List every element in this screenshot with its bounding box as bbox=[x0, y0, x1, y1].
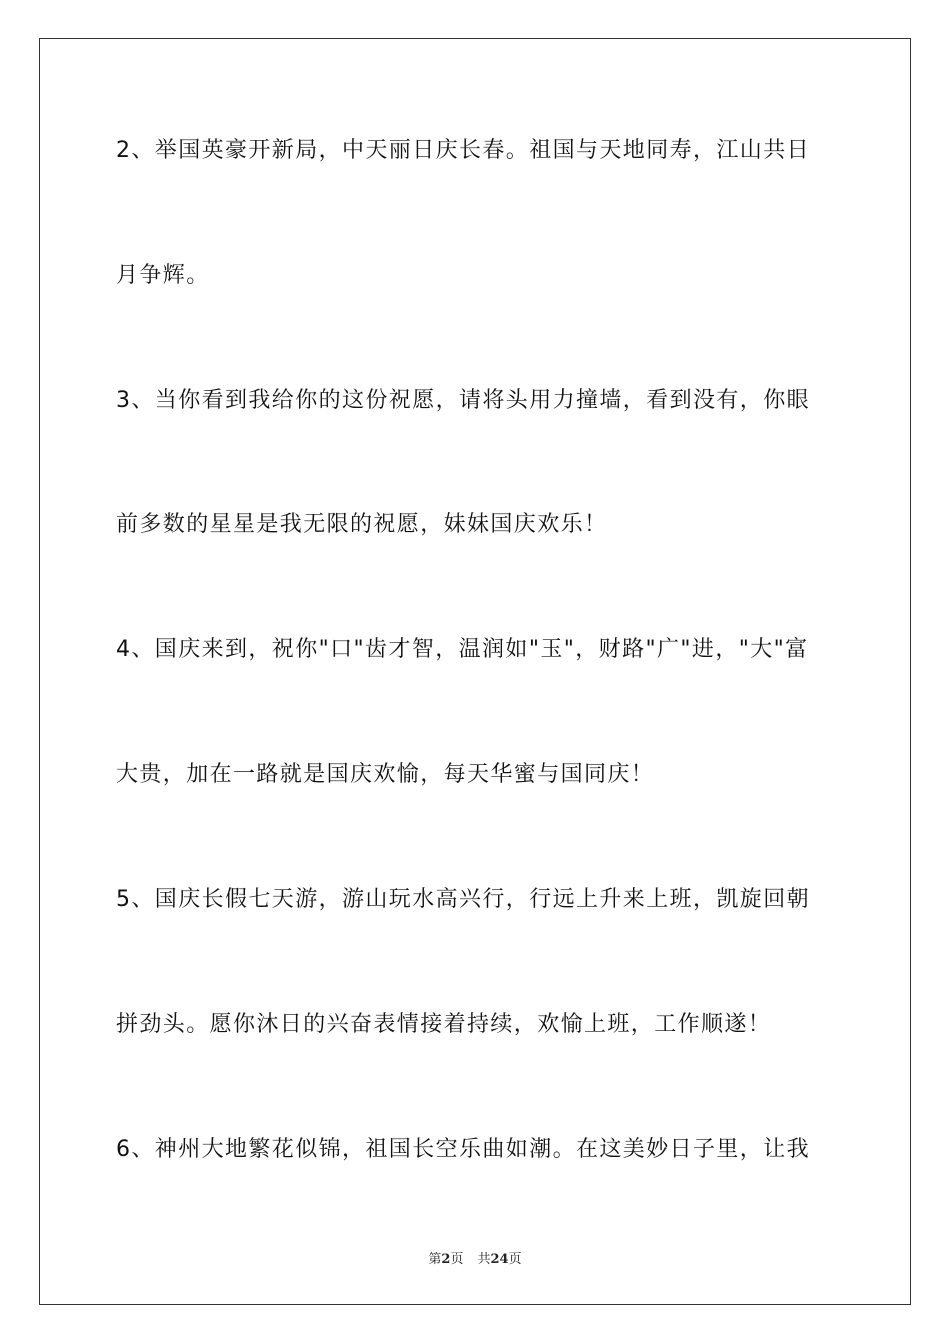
text-line: 前多数的星星是我无限的祝愿，妹妹国庆欢乐！ bbox=[116, 512, 608, 537]
total-pages: 24 bbox=[490, 1252, 509, 1267]
text-line: 5、国庆长假七天游，游山玩水高兴行，行远上升来上班，凯旋回朝 bbox=[116, 887, 810, 912]
text-line: 大贵，加在一路就是国庆欢愉，每天华蜜与国同庆！ bbox=[116, 762, 655, 787]
text-line: 4、国庆来到，祝你"口"齿才智，温润如"玉"，财路"广"进，"大"富 bbox=[116, 637, 809, 662]
text-line: 月争辉。 bbox=[116, 263, 210, 288]
page-number: 2 bbox=[441, 1252, 451, 1267]
page-frame bbox=[39, 38, 911, 1305]
text-line: 拼劲头。愿你沐日的兴奋表情接着持续，欢愉上班，工作顺遂！ bbox=[116, 1012, 772, 1037]
text-line: 2、举国英豪开新局，中天丽日庆长春。祖国与天地同寿，江山共日 bbox=[116, 138, 810, 163]
text-line: 3、当你看到我给你的这份祝愿，请将头用力撞墙，看到没有，你眼 bbox=[116, 388, 810, 413]
total-label-suffix: 页 bbox=[508, 1252, 522, 1267]
text-line: 6、神州大地繁花似锦，祖国长空乐曲如潮。在这美妙日子里，让我 bbox=[116, 1137, 810, 1162]
total-label-prefix: 共 bbox=[477, 1252, 491, 1267]
page-label-prefix: 第 bbox=[428, 1252, 442, 1267]
page-label-suffix: 页 bbox=[450, 1252, 464, 1267]
page-footer bbox=[0, 1248, 950, 1267]
